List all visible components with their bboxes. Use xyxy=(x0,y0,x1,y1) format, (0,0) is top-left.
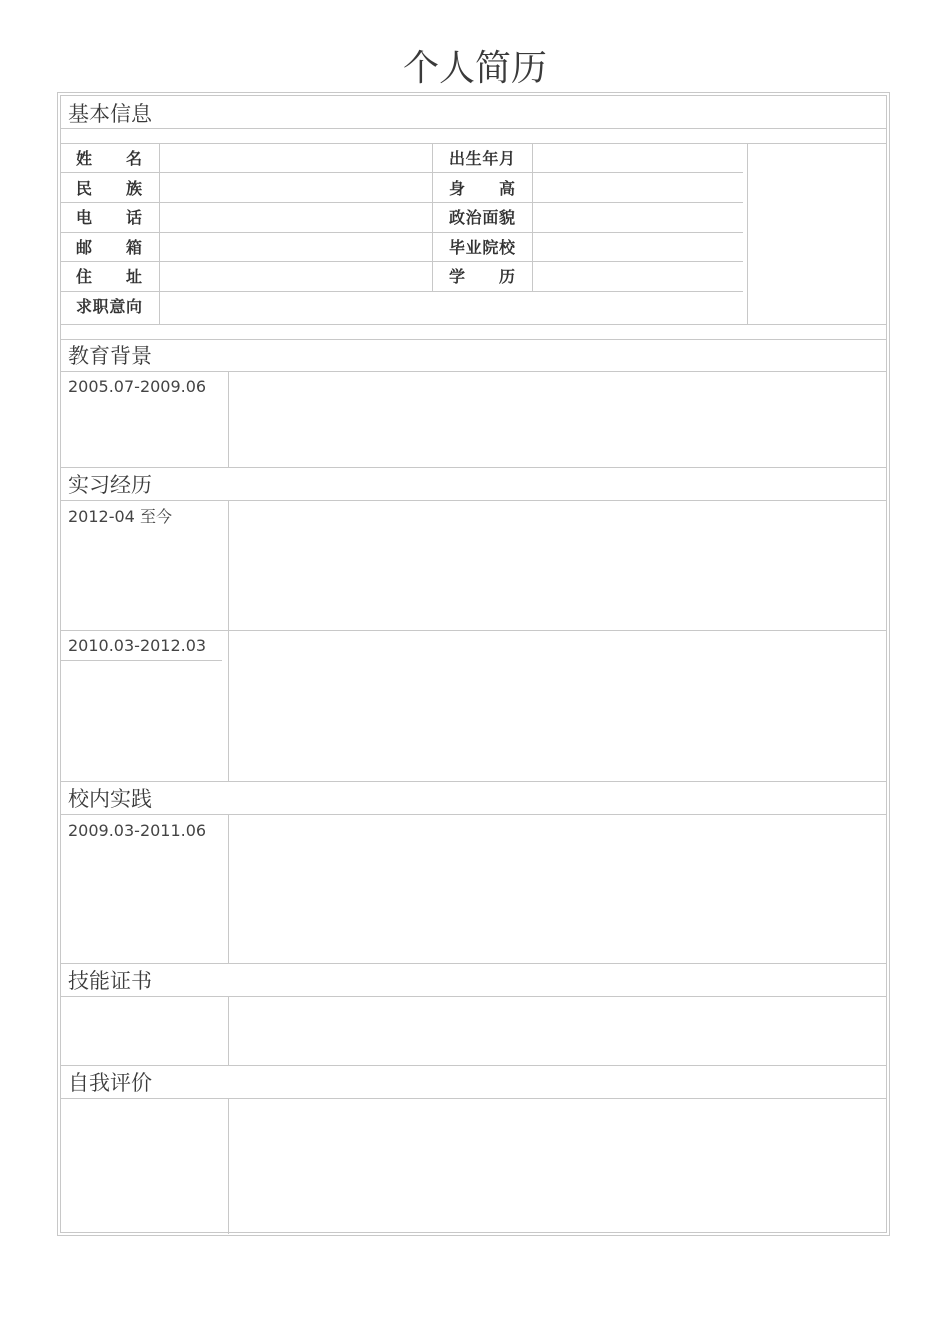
divider xyxy=(159,143,160,324)
divider xyxy=(61,996,886,997)
section-basic-info: 基本信息 xyxy=(68,102,152,126)
divider xyxy=(61,630,886,631)
page-title: 个人简历 xyxy=(402,48,547,89)
divider xyxy=(61,339,886,340)
divider xyxy=(61,324,886,325)
divider xyxy=(61,202,743,203)
label-political: 政治面貌 xyxy=(449,208,515,227)
divider xyxy=(61,467,886,468)
divider xyxy=(228,371,229,467)
divider xyxy=(228,996,229,1065)
label-address: 住 址 xyxy=(76,267,142,286)
label-school: 毕业院校 xyxy=(449,238,515,257)
label-phone: 电 话 xyxy=(76,208,142,227)
divider xyxy=(61,814,886,815)
divider xyxy=(61,261,743,262)
section-education: 教育背景 xyxy=(68,344,152,368)
label-objective: 求职意向 xyxy=(76,297,142,316)
divider xyxy=(61,500,886,501)
resume-table xyxy=(57,92,890,1236)
divider xyxy=(228,500,229,781)
section-internship: 实习经历 xyxy=(68,473,152,497)
internship-date-2: 2010.03-2012.03 xyxy=(68,636,207,655)
divider xyxy=(61,128,886,129)
divider xyxy=(228,1098,229,1234)
label-birth: 出生年月 xyxy=(449,149,515,168)
label-height: 身 高 xyxy=(449,179,515,198)
label-degree: 学 历 xyxy=(449,267,515,286)
divider xyxy=(61,963,886,964)
section-self-eval: 自我评价 xyxy=(68,1071,152,1095)
divider xyxy=(61,1098,886,1099)
divider xyxy=(61,371,886,372)
divider xyxy=(61,143,886,144)
divider xyxy=(532,143,533,291)
label-email: 邮 箱 xyxy=(76,238,142,257)
education-date: 2005.07-2009.06 xyxy=(68,377,207,396)
divider xyxy=(61,1065,886,1066)
divider xyxy=(61,781,886,782)
divider xyxy=(61,660,222,661)
photo-area-border xyxy=(747,143,748,324)
label-ethnicity: 民 族 xyxy=(76,179,142,198)
section-skills: 技能证书 xyxy=(68,969,152,993)
divider xyxy=(61,291,743,292)
internship-date-1: 2012-04 至今 xyxy=(68,507,172,526)
section-campus: 校内实践 xyxy=(68,787,152,811)
divider xyxy=(228,814,229,963)
divider xyxy=(61,232,743,233)
resume-table-inner xyxy=(60,95,887,1233)
divider xyxy=(61,172,743,173)
divider xyxy=(432,143,433,291)
label-name: 姓 名 xyxy=(76,149,142,168)
campus-date: 2009.03-2011.06 xyxy=(68,821,207,840)
